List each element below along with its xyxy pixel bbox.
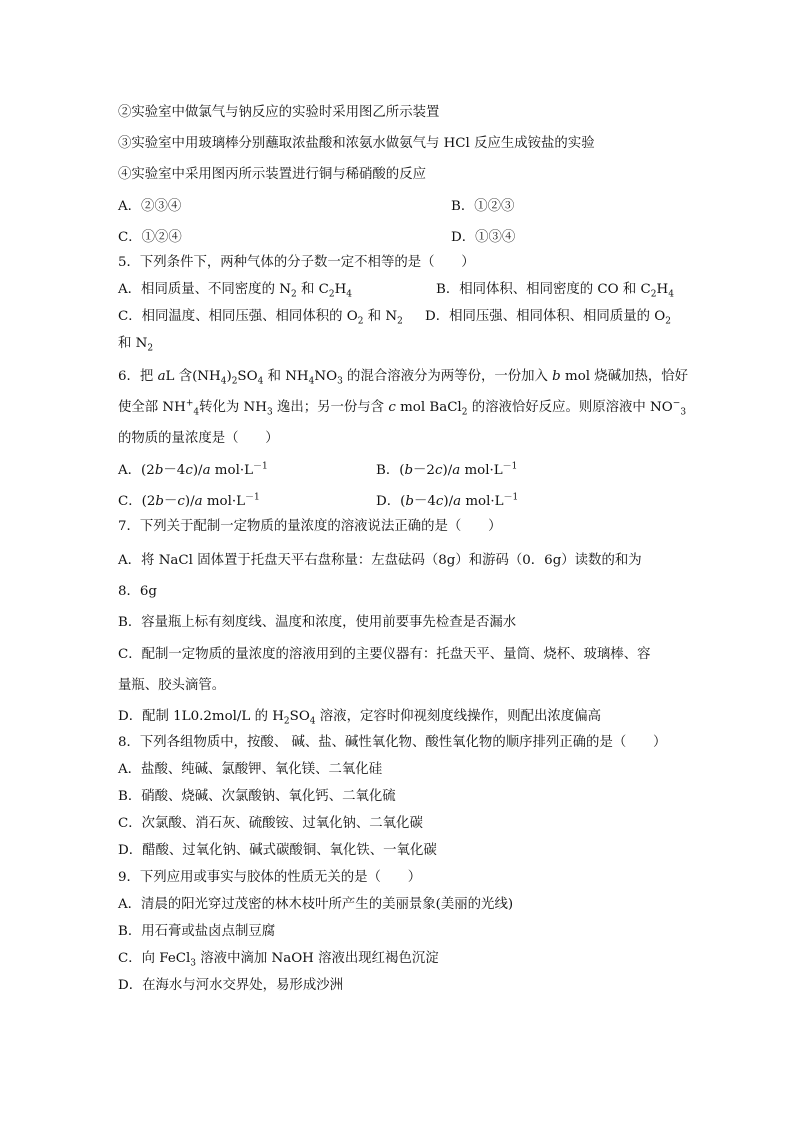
- q9-stem: 9．下列应用或事实与胶体的性质无关的是（ ）: [118, 870, 422, 885]
- q5-option-d: D．相同压强、相同体积、相同质量的 $O_2$: [425, 309, 671, 327]
- q6-option-a: A．(2b－4c)/a $mol\cdot L^{-1}$: [118, 461, 268, 478]
- q6-option-b: B．(b－2c)/a $mol\cdot L^{-1}$: [376, 461, 518, 478]
- q5-option-a: A．相同质量、不同密度的 $N_2$ 和 $C_2H_4$: [118, 282, 352, 300]
- q4-option-b: B．①②③: [451, 199, 515, 214]
- statement-2: ②实验室中做氯气与钠反应的实验时采用图乙所示装置: [118, 105, 440, 120]
- q4-option-a: A．②③④: [118, 199, 182, 214]
- q9-option-a: A．清晨的阳光穿过茂密的林木枝叶所产生的美丽景象(美丽的光线): [118, 897, 514, 912]
- q5-option-b: B．相同体积、相同密度的 CO 和 $C_2H_4$: [436, 282, 674, 300]
- q9-option-d: D．在海水与河水交界处，易形成沙洲: [118, 978, 343, 993]
- q8-option-a: A．盐酸、纯碱、氯酸钾、氧化镁、二氧化硅: [118, 762, 383, 777]
- q7-option-a-wrap: 8．6g: [118, 584, 158, 599]
- q7-option-d: D．配制 1L0.2mol/L 的 $H_2SO_4$ 溶液，定容时仰视刻度线操作，则配出浓度偏高: [118, 709, 601, 727]
- q8-option-c: C．次氯酸、消石灰、硫酸铵、过氧化钠、二氧化碳: [118, 816, 423, 831]
- q4-option-c: C．①②④: [118, 230, 182, 245]
- q5-option-c: C．相同温度、相同压强、相同体积的 $O_2$ 和 $N_2$: [118, 309, 403, 327]
- q6-option-c: C．(2b－c)/a $mol\cdot L^{-1}$: [118, 492, 260, 509]
- q7-option-a: A．将 NaCl 固体置于托盘天平右盘称量：左盘砝码（8g）和游码（0．6g）读数的和为: [118, 553, 642, 568]
- q5-option-d-wrap: 和 $N_2$: [118, 336, 154, 354]
- q8-stem: 8．下列各组物质中，按酸、 碱、盐、碱性氧化物、酸性氧化物的顺序排列正确的是（ ）: [118, 735, 667, 750]
- q7-option-b: B．容量瓶上标有刻度线、温度和浓度，使用前要事先检查是否漏水: [118, 615, 517, 630]
- q9-option-c: C．向 FeCl$_3$ 溶液中滴加 NaOH 溶液出现红褐色沉淀: [118, 951, 439, 969]
- q7-option-c-wrap: 量瓶、胶头滴管。: [118, 678, 226, 693]
- q6-option-d: D．(b－4c)/a $mol\cdot L^{-1}$: [376, 492, 519, 509]
- q6-stem-line2: 使全部 $NH^+_4$转化为 $NH_3$ 逸出；另一份与含 c mol BaCl$_2$ 的溶液恰好反应。则原溶液中 $NO^-_3$: [118, 398, 687, 418]
- q6-stem-line1: 6．把 aL 含$(NH_4)_2SO_4$ 和 $NH_4NO_3$ 的混合溶液分为两等份，一份加入 b mol 烧碱加热，恰好: [118, 369, 689, 387]
- q7-option-c: C．配制一定物质的量浓度的溶液用到的主要仪器有：托盘天平、量筒、烧杯、玻璃棒、容: [118, 647, 651, 662]
- q4-option-d: D．①③④: [451, 230, 516, 245]
- q6-stem-line3: 的物质的量浓度是（ ）: [118, 431, 279, 446]
- statement-4: ④实验室中采用图丙所示装置进行铜与稀硝酸的反应: [118, 167, 426, 182]
- statement-3: ③实验室中用玻璃棒分别蘸取浓盐酸和浓氨水做氨气与 HCl 反应生成铵盐的实验: [118, 136, 595, 151]
- q5-stem: 5．下列条件下，两种气体的分子数一定不相等的是（ ）: [118, 255, 475, 270]
- q8-option-b: B．硝酸、烧碱、次氯酸钠、氧化钙、二氧化硫: [118, 789, 396, 804]
- q8-option-d: D．醋酸、过氧化钠、碱式碳酸铜、氧化铁、一氧化碳: [118, 843, 437, 858]
- q9-option-b: B．用石膏或盐卤点制豆腐: [118, 924, 276, 939]
- q7-stem: 7．下列关于配制一定物质的量浓度的溶液说法正确的是（ ）: [118, 519, 502, 534]
